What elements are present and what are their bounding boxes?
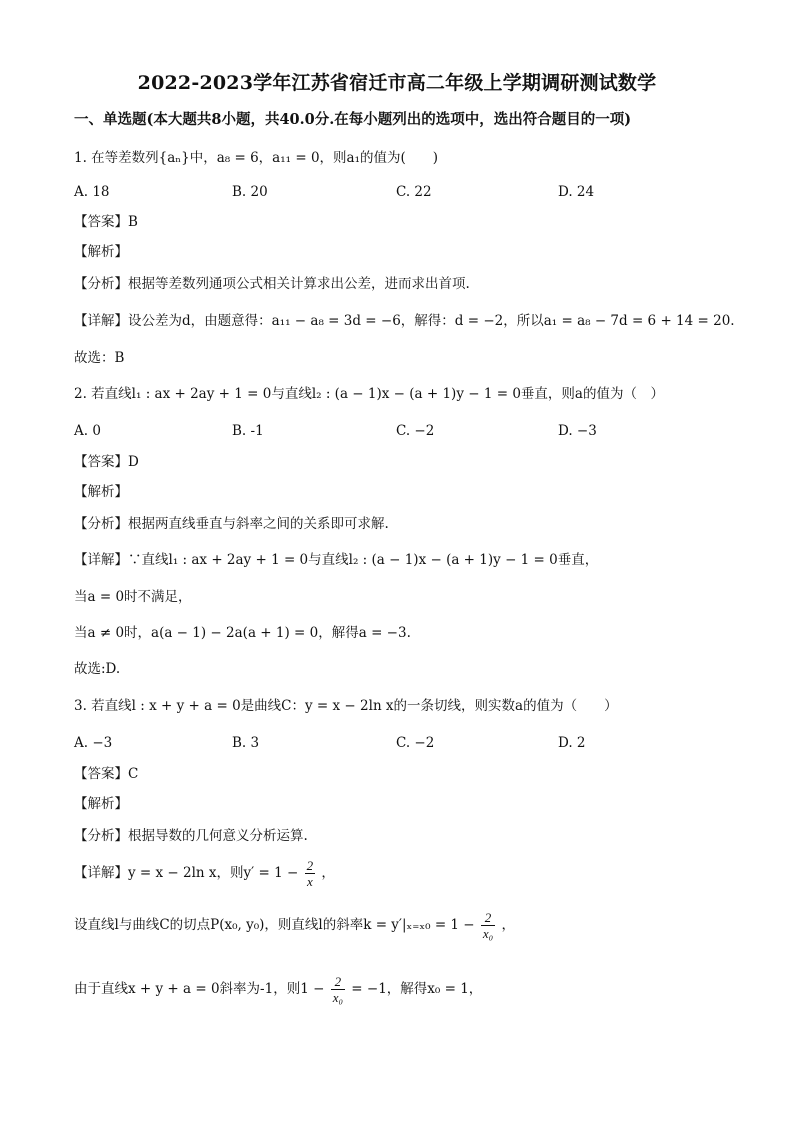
q3-option-b: B. 3 <box>232 735 260 751</box>
q3-tangent-lead: 设直线l与曲线C的切点P(x₀, y₀)，则直线l的斜率k = y′|ₓ₌ₓ₀ = 1 − <box>74 917 475 933</box>
q1-conclusion: 故选：B <box>74 350 125 366</box>
q3-tangent-denominator: x₀ <box>482 926 494 941</box>
q3-derivative-denominator: x <box>306 874 313 889</box>
q3-detail <box>74 858 335 889</box>
q3-analysis: 【分析】根据导数的几何意义分析运算. <box>74 828 308 844</box>
q3-tangent-tail: ， <box>501 917 515 933</box>
q3-detail-tail: ， <box>321 865 335 881</box>
q2-analysis: 【分析】根据两直线垂直与斜率之间的关系即可求解. <box>74 516 389 532</box>
q2-stem: 2. 若直线l₁ : ax + 2ay + 1 = 0与直线l₂ : (a − 1)x − (a + 1)y − 1 = 0垂直，则a的值为（ ） <box>74 386 664 402</box>
section-heading: 一、单选题(本大题共8小题，共40.0分.在每小题列出的选项中，选出符合题目的一项) <box>74 111 632 128</box>
q2-option-c: C. −2 <box>396 423 435 439</box>
q2-case-zero: 当a = 0时不满足， <box>74 589 192 605</box>
q3-slope-numerator: 2 <box>331 974 345 990</box>
q3-option-a: A. −3 <box>74 735 113 751</box>
q3-answer: 【答案】C <box>74 766 139 782</box>
q1-answer: 【答案】B <box>74 214 138 230</box>
q2-option-d: D. −3 <box>558 423 597 439</box>
q3-option-d: D. 2 <box>558 735 586 751</box>
q2-detail: 【详解】∵直线l₁ : ax + 2ay + 1 = 0与直线l₂ : (a − 1)x − (a + 1)y − 1 = 0垂直， <box>74 552 599 568</box>
q3-slope-lead: 由于直线x + y + a = 0斜率为-1，则1 − <box>74 981 325 997</box>
q2-conclusion: 故选:D. <box>74 661 121 677</box>
q1-analysis: 【分析】根据等差数列通项公式相关计算求出公差，进而求出首项. <box>74 276 470 292</box>
q3-slope-denominator: x₀ <box>332 990 343 1005</box>
q2-option-a: A. 0 <box>74 423 101 439</box>
q3-tangent-numerator: 2 <box>481 910 495 926</box>
q3-detail-lead: 【详解】y = x − 2ln x，则y′ = 1 − <box>74 865 299 881</box>
q3-tangent-fraction <box>481 910 495 941</box>
q1-stem: 1. 在等差数列{aₙ}中，a₈ = 6，a₁₁ = 0，则a₁的值为( ) <box>74 150 439 166</box>
q3-derivative-numerator: 2 <box>306 858 314 873</box>
q1-option-a: A. 18 <box>74 184 110 200</box>
q2-option-b: B. -1 <box>232 423 264 439</box>
q3-stem: 3. 若直线l : x + y + a = 0是曲线C：y = x − 2ln x的一条切线，则实数a的值为（ ） <box>74 698 618 714</box>
q3-slope-fraction <box>331 974 345 1005</box>
q3-tangent-line <box>74 910 515 941</box>
q3-option-c: C. −2 <box>396 735 435 751</box>
q3-slope-line <box>74 974 482 1005</box>
q1-option-d: D. 24 <box>558 184 595 200</box>
q2-jiexi-label: 【解析】 <box>74 484 128 500</box>
q1-option-c: C. 22 <box>396 184 432 200</box>
q2-answer: 【答案】D <box>74 454 139 470</box>
q3-slope-tail: = −1，解得x₀ = 1， <box>351 981 483 997</box>
document-title: 2022-2023学年江苏省宿迁市高二年级上学期调研测试数学 <box>137 72 657 94</box>
q1-option-b: B. 20 <box>232 184 268 200</box>
q1-jiexi-label: 【解析】 <box>74 244 128 260</box>
q3-derivative-fraction <box>305 858 316 889</box>
q3-jiexi-label: 【解析】 <box>74 796 128 812</box>
q1-detail: 【详解】设公差为d，由题意得：a₁₁ − a₈ = 3d = −6，解得：d = −2，所以a₁ = a₈ − 7d = 6 + 14 = 20. <box>74 313 735 329</box>
q2-case-nonzero: 当a ≠ 0时，a(a − 1) − 2a(a + 1) = 0，解得a = −3. <box>74 625 411 641</box>
